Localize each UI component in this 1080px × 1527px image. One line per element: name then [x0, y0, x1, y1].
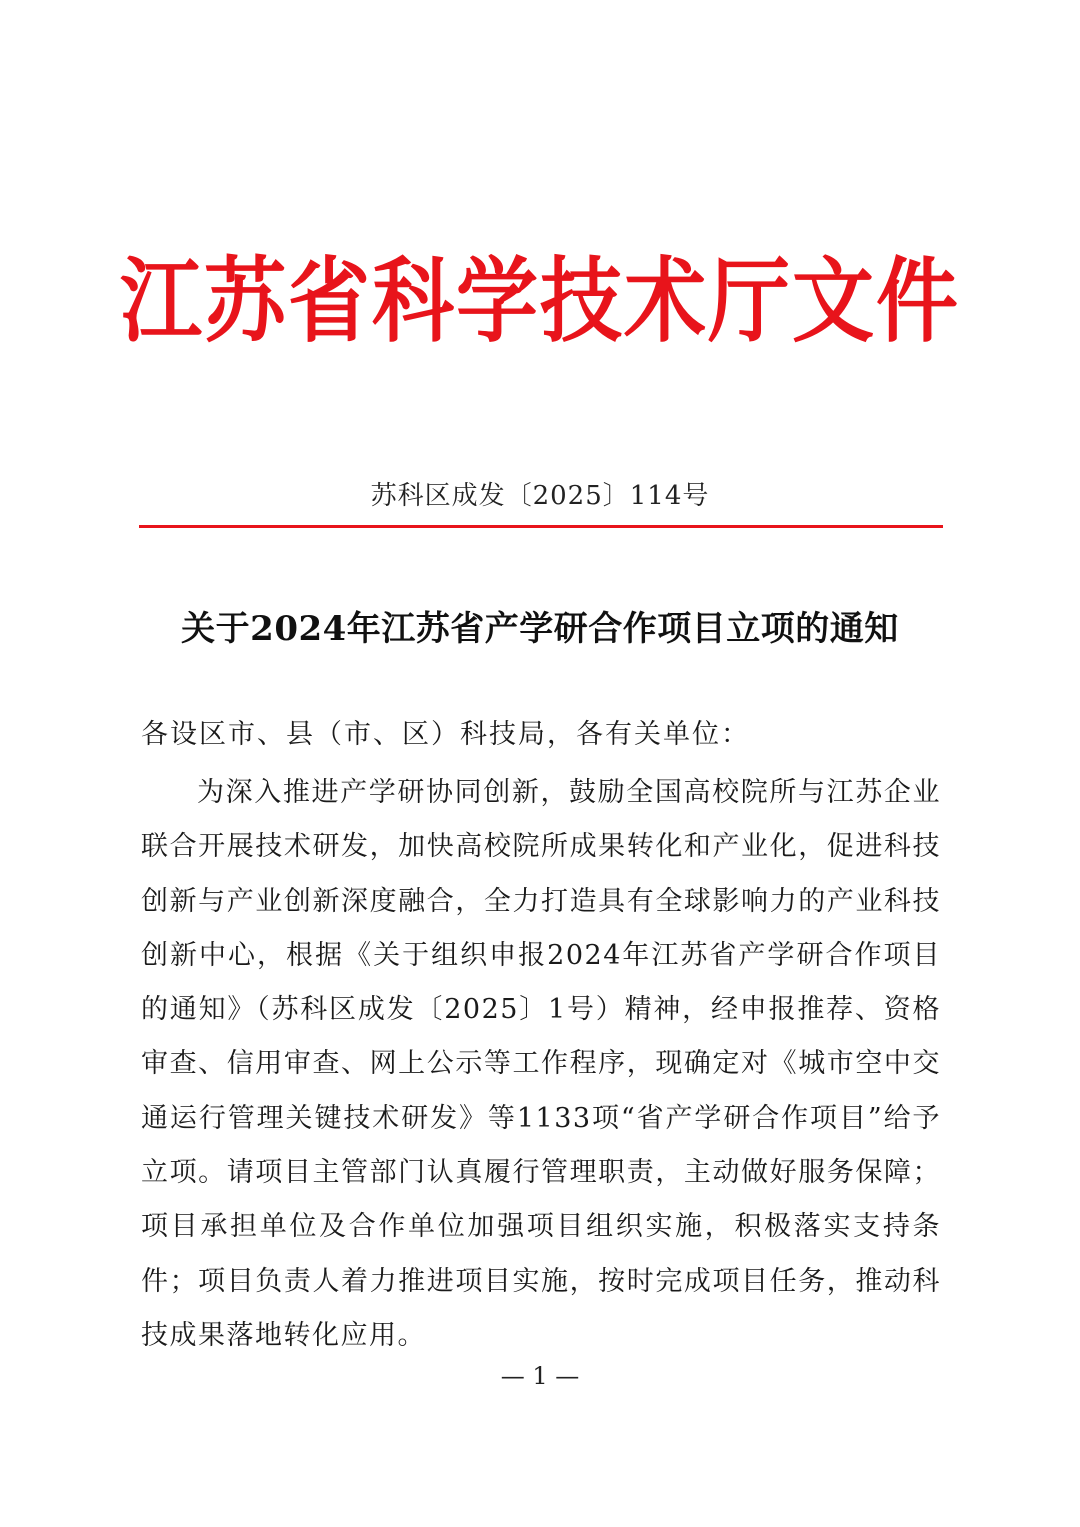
- document-number: 苏科区成发〔2025〕114号: [370, 481, 710, 511]
- issuer-masthead: 江苏省科学技术厅文件: [119, 249, 960, 356]
- document-title: 关于2024年江苏省产学研合作项目立项的通知: [181, 609, 899, 649]
- red-separator-line: [139, 525, 943, 528]
- salutation: 各设区市、县（市、区）科技局，各有关单位：: [141, 719, 750, 750]
- body-paragraph: 为深入推进产学研协同创新，鼓励全国高校院所与江苏企业联合开展技术研发，加快高校院所成果转化和产业化，促进科技创新与产业创新深度融合，全力打造具有全球影响力的产业科技创新中心，根据《关于组织申报2024年江苏省产学研合作项目的通知》（苏科区成发〔2025〕1号）精神，经申报推荐、资格审查、信用审查、网上公示等工作程序，现确定对《城市空中交通运行管理关键技术研发》等1133项“省产学研合作项目”给予立项。请项目主管部门认真履行管理职责，主动做好服务保障；项目承担单位及合作单位加强项目组织实施，积极落实支持条件；项目负责人着力推进项目实施，按时完成项目任务，推动科技成果落地转化应用。: [141, 777, 941, 1351]
- page-number: — 1 —: [500, 1362, 580, 1390]
